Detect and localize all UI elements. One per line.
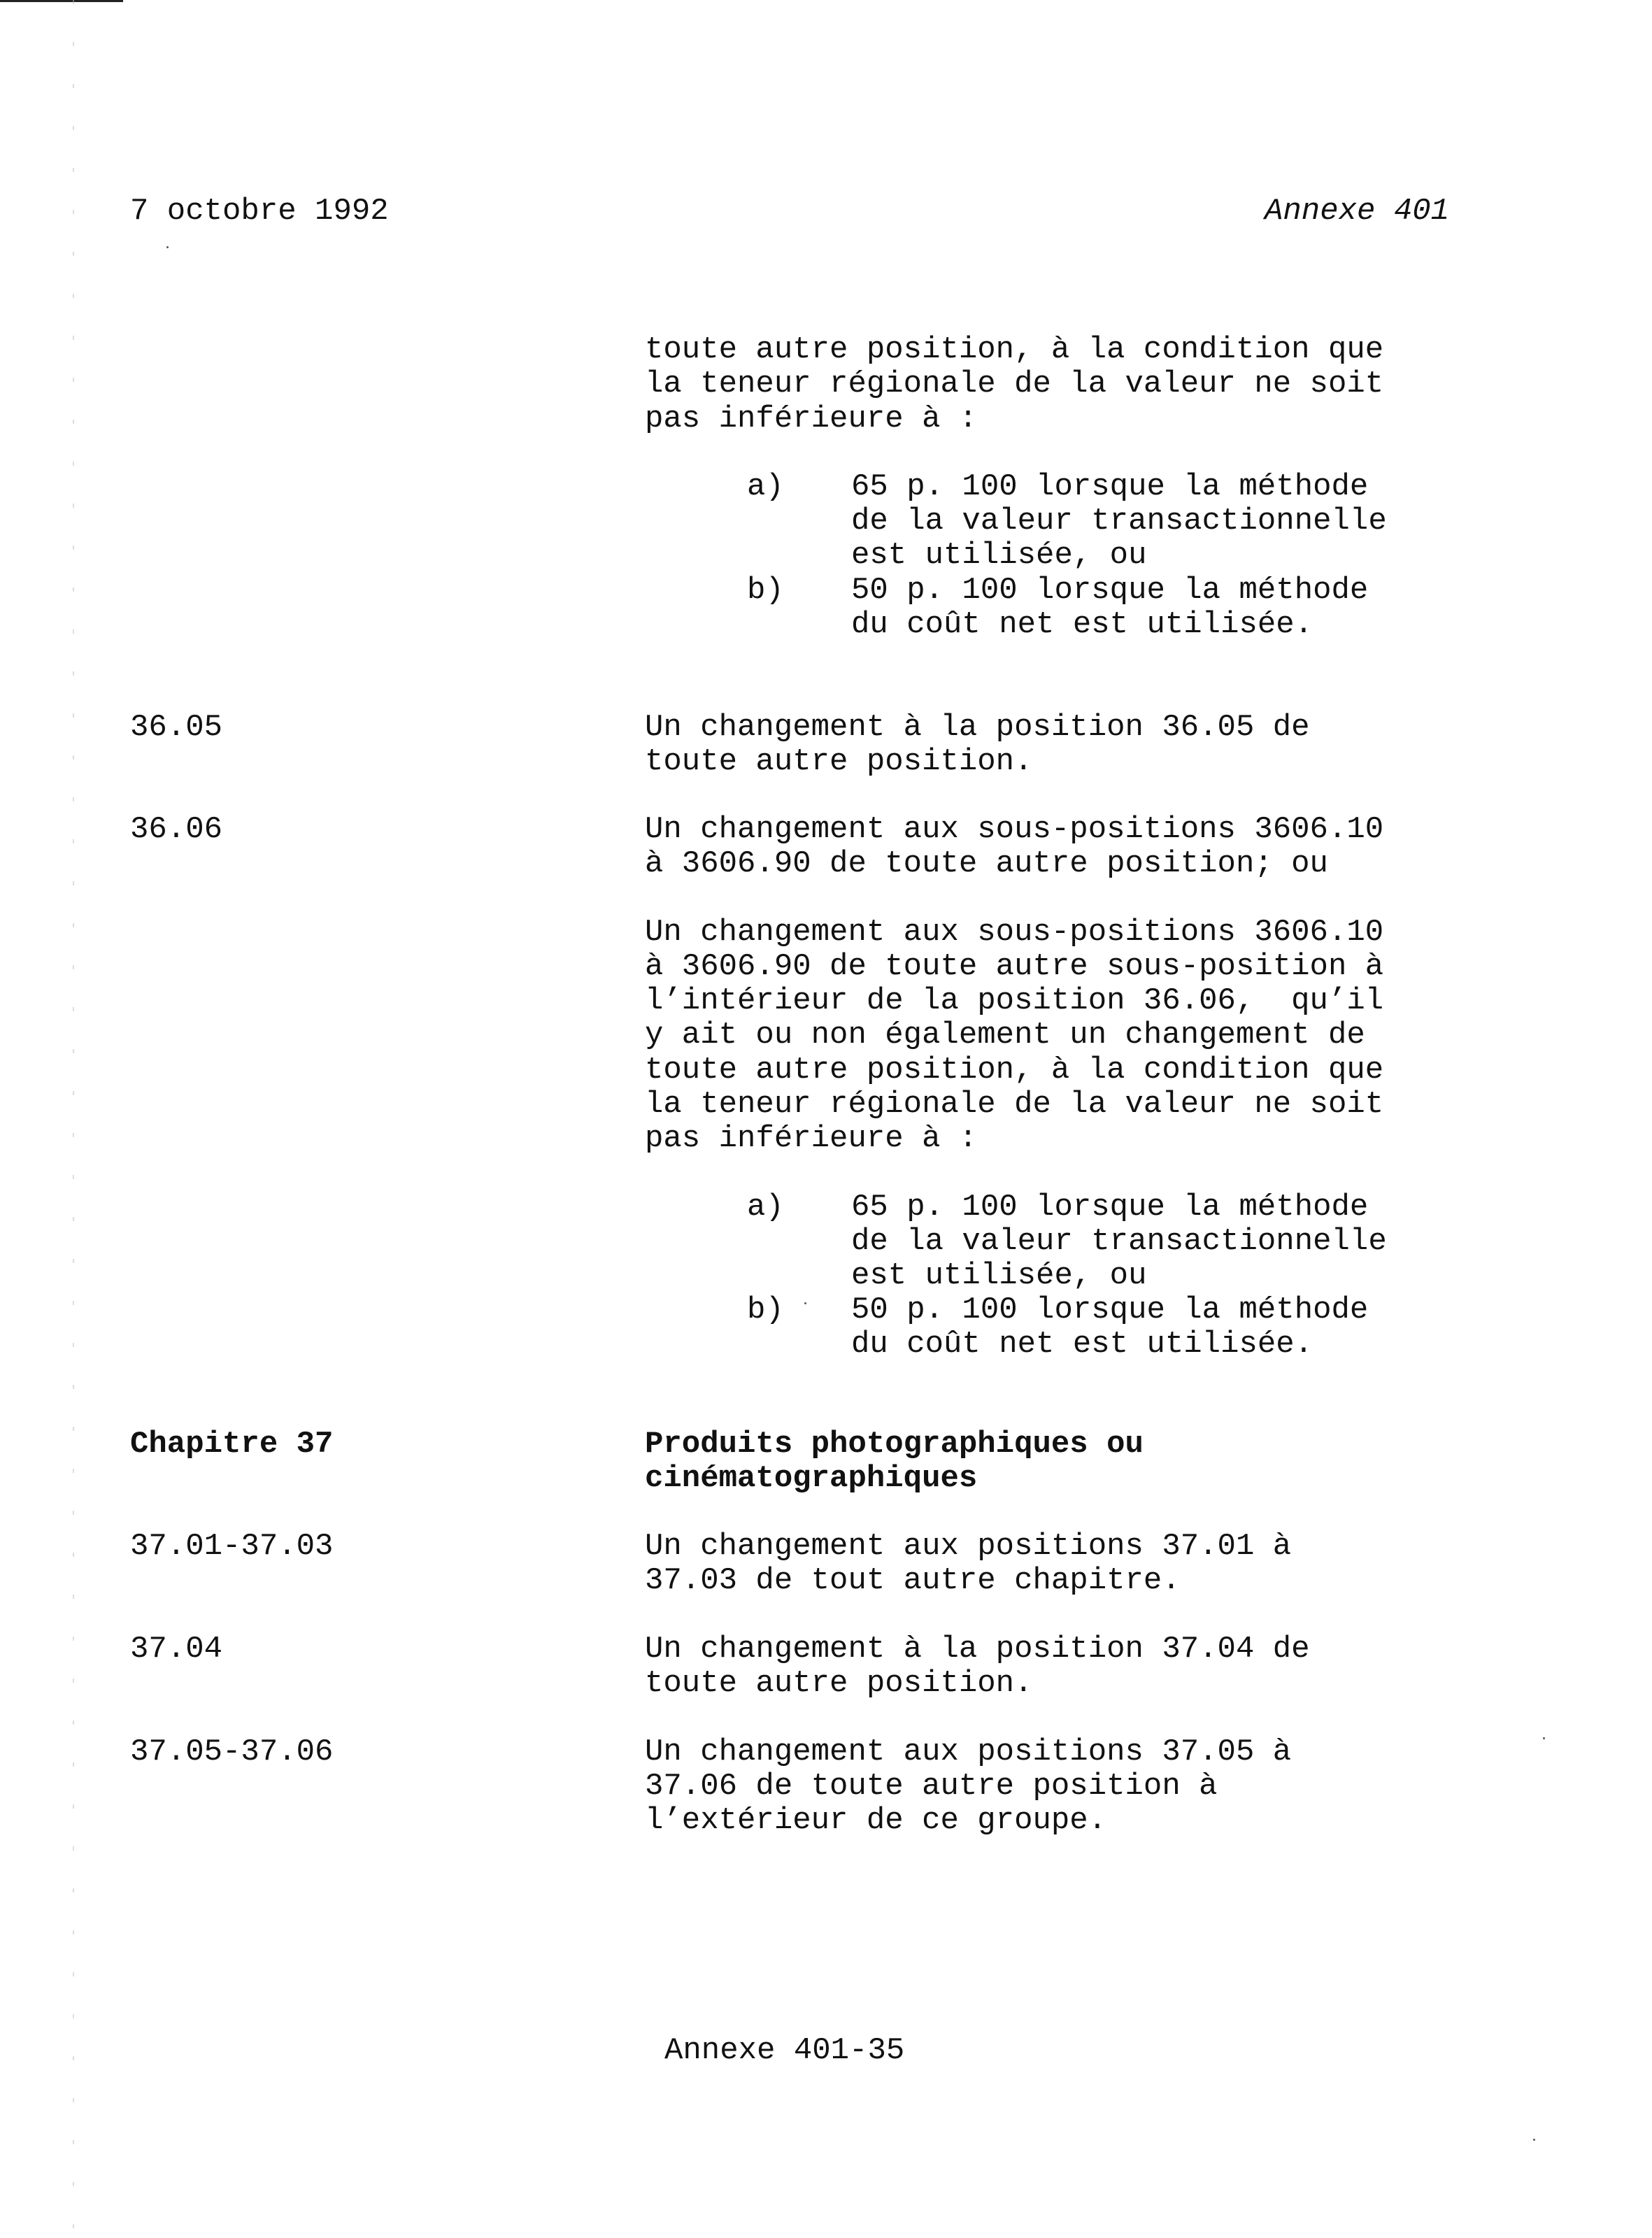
list-label: b): [747, 573, 784, 608]
text-line: toute autre position, à la condition que: [645, 332, 1384, 367]
list-item-line: de la valeur transactionnelle: [851, 504, 1387, 539]
page-footer: Annexe 401-35: [664, 2033, 905, 2068]
rule-line: toute autre position.: [645, 1666, 1033, 1701]
chapter-title-line: cinématographiques: [645, 1461, 978, 1496]
rule-line: y ait ou non également un changement de: [645, 1018, 1365, 1053]
rule-line: l’intérieur de la position 36.06, qu’il: [645, 983, 1384, 1018]
scan-speck: [804, 1302, 806, 1304]
rule-line: à 3606.90 de toute autre sous-position à: [645, 949, 1384, 984]
tariff-code: 37.04: [130, 1632, 223, 1667]
list-item-line: du coût net est utilisée.: [851, 1327, 1313, 1362]
rule-line: Un changement aux positions 37.01 à: [645, 1529, 1292, 1564]
list-item-line: du coût net est utilisée.: [851, 607, 1313, 642]
list-item-line: est utilisée, ou: [851, 1258, 1147, 1293]
rule-line: Un changement aux sous-positions 3606.10: [645, 812, 1384, 847]
header-annex: Annexe 401: [1265, 194, 1450, 229]
rule-line: Un changement aux positions 37.05 à: [645, 1734, 1292, 1769]
rule-line: 37.03 de tout autre chapitre.: [645, 1563, 1181, 1598]
list-item-line: 50 p. 100 lorsque la méthode: [851, 1292, 1369, 1327]
tariff-code: 36.06: [130, 812, 223, 847]
tariff-code: 37.01-37.03: [130, 1529, 334, 1564]
rule-line: Un changement à la position 37.04 de: [645, 1632, 1310, 1667]
list-label: a): [747, 469, 784, 504]
scan-speck: [1533, 2139, 1535, 2141]
scan-edge-line: [73, 0, 74, 2238]
tariff-code: 37.05-37.06: [130, 1734, 334, 1769]
rule-line: la teneur régionale de la valeur ne soit: [645, 1087, 1384, 1122]
header-date: 7 octobre 1992: [130, 194, 389, 229]
rule-line: toute autre position, à la condition que: [645, 1053, 1384, 1088]
list-label: a): [747, 1190, 784, 1225]
chapter-title-line: Produits photographiques ou: [645, 1427, 1144, 1462]
rule-line: Un changement à la position 36.05 de: [645, 710, 1310, 745]
list-item-line: 65 p. 100 lorsque la méthode: [851, 1190, 1369, 1225]
list-item-line: de la valeur transactionnelle: [851, 1224, 1387, 1259]
list-item-line: 50 p. 100 lorsque la méthode: [851, 573, 1369, 608]
rule-line: à 3606.90 de toute autre position; ou: [645, 846, 1328, 881]
scan-corner-mark: [0, 0, 123, 2]
rule-line: pas inférieure à :: [645, 1121, 978, 1156]
rule-line: l’extérieur de ce groupe.: [645, 1803, 1107, 1838]
scan-speck: [1543, 1737, 1545, 1739]
rule-line: Un changement aux sous-positions 3606.10: [645, 915, 1384, 950]
text-line: la teneur régionale de la valeur ne soit: [645, 366, 1384, 401]
rule-line: toute autre position.: [645, 744, 1033, 779]
tariff-code: 36.05: [130, 710, 223, 745]
text-line: pas inférieure à :: [645, 401, 978, 436]
rule-line: 37.06 de toute autre position à: [645, 1769, 1218, 1804]
chapter-heading: Chapitre 37: [130, 1427, 334, 1462]
scan-speck: [166, 246, 169, 248]
list-item-line: est utilisée, ou: [851, 538, 1147, 573]
list-label: b): [747, 1292, 784, 1327]
list-item-line: 65 p. 100 lorsque la méthode: [851, 469, 1369, 504]
